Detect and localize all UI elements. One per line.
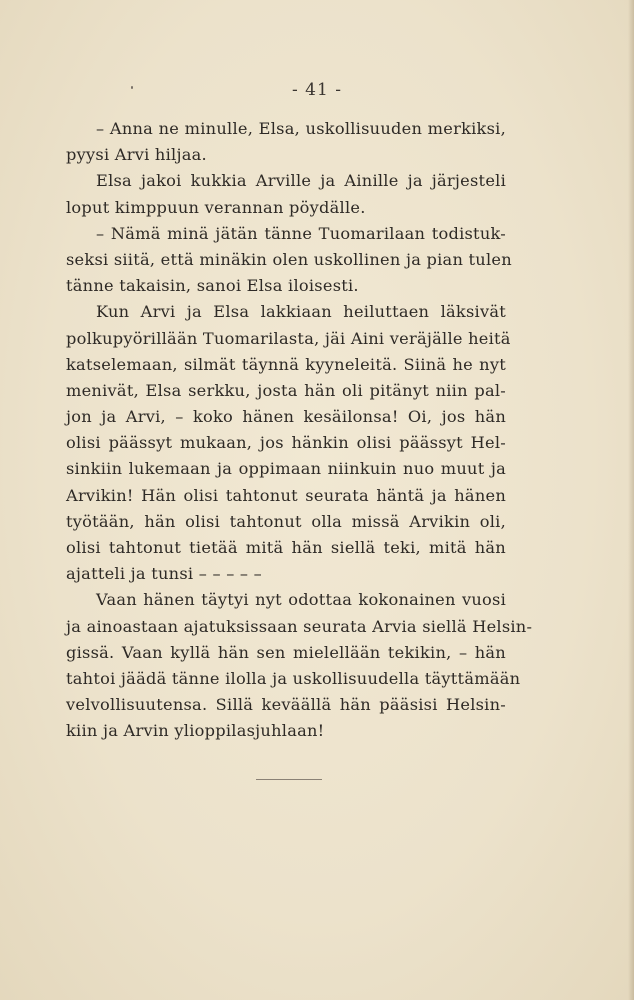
text-line: Vaan hänen täytyi nyt odottaa kokonainen vuosi bbox=[96, 590, 506, 610]
text-line: jon ja Arvi, – koko hänen kesäilonsa! Oi, jos hän bbox=[66, 407, 506, 427]
text-line: ajatteli ja tunsi – – – – – bbox=[66, 564, 263, 584]
body-text bbox=[66, 116, 533, 745]
text-line: tahtoi jäädä tänne ilolla ja uskollisuudella täyttämään bbox=[66, 668, 521, 688]
page-edge-shadow bbox=[628, 0, 634, 1000]
text-line: ja ainoastaan ajatuksissaan seurata Arvia siellä Helsin- bbox=[66, 616, 533, 636]
end-rule bbox=[256, 779, 322, 780]
text-line: – Nämä minä jätän tänne Tuomarilaan todistuk- bbox=[96, 223, 506, 243]
text-line: Kun Arvi ja Elsa lakkiaan heiluttaen läksivät bbox=[96, 302, 506, 322]
text-line: gissä. Vaan kyllä hän sen mielellään tekikin, – hän bbox=[66, 642, 506, 662]
text-line: pyysi Arvi hiljaa. bbox=[66, 145, 207, 165]
text-line: työtään, hän olisi tahtonut olla missä Arvikin oli, bbox=[66, 511, 506, 531]
text-line: katselemaan, silmät täynnä kyyneleitä. Siinä he nyt bbox=[66, 354, 506, 374]
text-line: loput kimppuun verannan pöydälle. bbox=[66, 197, 366, 217]
text-line: olisi tahtonut tietää mitä hän siellä teki, mitä hän bbox=[66, 538, 506, 557]
text-line: seksi siitä, että minäkin olen uskollinen ja pian tulen bbox=[66, 249, 512, 269]
text-line: velvollisuutensa. Sillä keväällä hän pääsisi Helsin- bbox=[66, 695, 506, 715]
text-line: tänne takaisin, sanoi Elsa iloisesti. bbox=[66, 276, 359, 296]
text-line: polkupyörillään Tuomarilasta, jäi Aini veräjälle heitä bbox=[66, 328, 511, 348]
text-line: Elsa jakoi kukkia Arville ja Ainille ja järjesteli bbox=[96, 171, 506, 191]
page-number: - 41 - bbox=[292, 80, 342, 100]
text-line: Arvikin! Hän olisi tahtonut seurata häntä ja hänen bbox=[66, 485, 506, 505]
text-line: kiin ja Arvin ylioppilasjuhlaan! bbox=[66, 721, 325, 741]
text-line: – Anna ne minulle, Elsa, uskollisuuden merkiksi, bbox=[96, 119, 506, 138]
text-line: sinkiin lukemaan ja oppimaan niinkuin nuo muut ja bbox=[66, 459, 506, 479]
text-line: menivät, Elsa serkku, josta hän oli pitänyt niin pal- bbox=[66, 380, 506, 400]
text-line: olisi päässyt mukaan, jos hänkin olisi päässyt Hel- bbox=[66, 433, 506, 453]
